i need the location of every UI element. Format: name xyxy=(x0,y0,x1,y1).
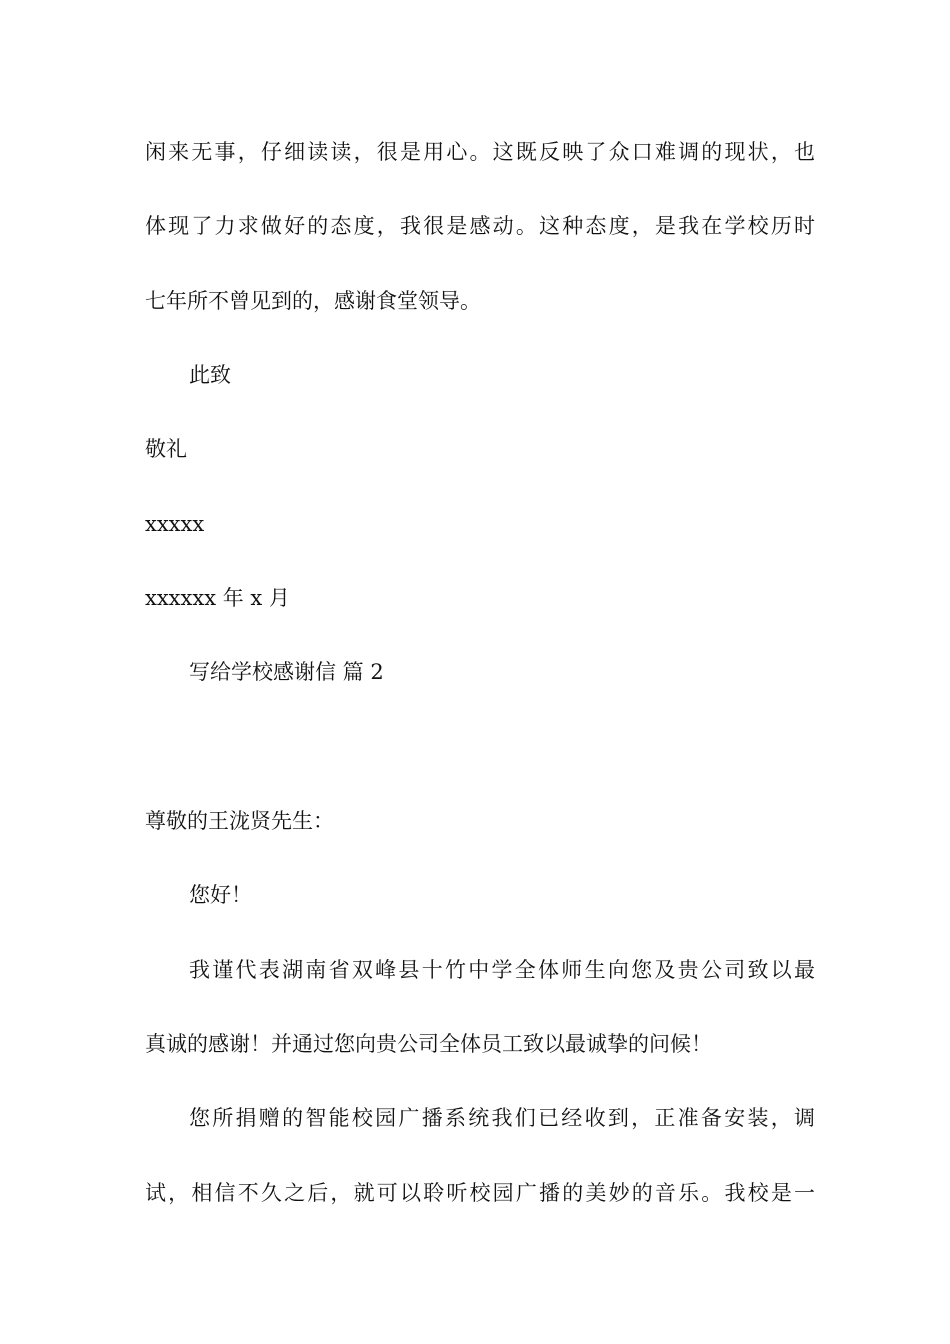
paragraph-line-1: 闲来无事，仔细读读，很是用心。这既反映了众口难调的现状，也 xyxy=(145,140,815,164)
letter-hello: 您好！ xyxy=(189,883,252,907)
section-heading: 写给学校感谢信 篇 2 xyxy=(189,660,384,684)
paragraph-line-2: 体现了力求做好的态度，我很是感动。这种态度，是我在学校历时 xyxy=(145,214,815,238)
closing-salutation-1: 此致 xyxy=(189,363,231,387)
letter-greeting: 尊敬的王泷贤先生： xyxy=(145,809,334,833)
letter-paragraph-1-line-1: 我谨代表湖南省双峰县十竹中学全体师生向您及贵公司致以最 xyxy=(189,958,815,982)
date: xxxxxx 年 x 月 xyxy=(145,586,290,610)
paragraph-line-3: 七年所不曾见到的，感谢食堂领导。 xyxy=(145,289,481,313)
letter-paragraph-1-line-2: 真诚的感谢！并通过您向贵公司全体员工致以最诚挚的问候！ xyxy=(145,1032,712,1056)
letter-paragraph-2-line-1: 您所捐赠的智能校园广播系统我们已经收到，正准备安装，调 xyxy=(189,1106,815,1130)
closing-salutation-2: 敬礼 xyxy=(145,437,187,461)
signature: xxxxx xyxy=(145,512,205,536)
letter-paragraph-2-line-2: 试，相信不久之后，就可以聆听校园广播的美妙的音乐。我校是一 xyxy=(145,1181,815,1205)
